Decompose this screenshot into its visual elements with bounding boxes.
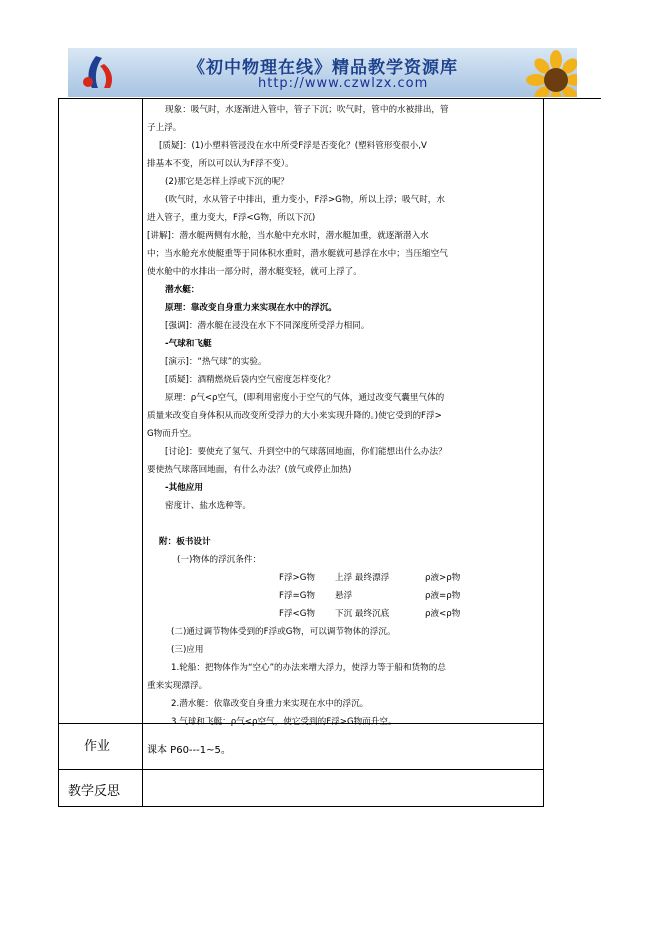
text-line: 要使热气球落回地面，有什么办法？(放气或停止加热): [147, 465, 352, 475]
reflection-label: 教学反思: [68, 784, 121, 799]
text-line: 密度计、盐水选种等。: [165, 501, 251, 511]
condition-row: [147, 587, 537, 605]
banner-url[interactable]: http://www.czwlzx.com: [258, 76, 429, 91]
condition-row: [147, 605, 537, 623]
text-line: G物而升空。: [147, 429, 197, 439]
text-line: [质疑]：酒精燃烧后袋内空气密度怎样变化？: [165, 375, 335, 385]
banner-title: 《初中物理在线》精品教学资源库: [188, 58, 458, 78]
text-line: (吹气时，水从管子中排出，重力变小，F浮>G物，所以上浮；吸气时，水: [165, 195, 445, 205]
condition-density: ρ液<ρ物: [425, 609, 461, 619]
text-line: (三)应用: [171, 645, 204, 655]
text-line: 3.气球和飞艇：ρ气<ρ空气，使它受到的F浮>G物而升空。: [171, 717, 397, 727]
section-heading: 潜水艇：: [165, 285, 200, 295]
text-line: 重来实现漂浮。: [147, 681, 208, 691]
text-line: 2.潜水艇：依靠改变自身重力来实现在水中的浮沉。: [171, 699, 369, 709]
condition-state: 悬浮: [335, 591, 353, 601]
site-banner: [68, 48, 577, 97]
condition-state: 下沉 最终沉底: [335, 609, 390, 619]
sunflower-icon: [526, 50, 577, 97]
text-line: [质疑]：(1)小塑料管浸没在水中所受F浮是否变化？(塑料管形变很小,V: [159, 141, 427, 151]
condition-force: F浮<G物: [279, 609, 315, 619]
text-line: [强调]：潜水艇在浸没在水下不同深度所受浮力相同。: [165, 321, 370, 331]
text-line: (一)物体的浮沉条件：: [177, 555, 262, 565]
text-line: 进入管子，重力变大，F浮<G物，所以下沉): [147, 213, 316, 223]
text-line: 原理：靠改变自身重力来实现在水中的浮沉。: [165, 303, 337, 313]
section-heading: -气球和飞艇: [165, 339, 212, 349]
condition-force: F浮>G物: [279, 573, 315, 583]
text-line: [讨论]：要使充了氢气、升到空中的气球落回地面，你们能想出什么办法？: [165, 447, 447, 457]
condition-state: 上浮 最终漂浮: [335, 573, 390, 583]
text-line: [讲解]：潜水艇两侧有水舱，当水舱中充水时，潜水艇加重，就逐渐潜入水: [147, 231, 429, 241]
text-line: 排基本不变，所以可以认为F浮不变）。: [147, 159, 294, 169]
blank-line: [147, 515, 537, 533]
text-line: [演示]：“热气球”的实验。: [165, 357, 267, 367]
text-line: 原理：ρ气<ρ空气，(即利用密度小于空气的气体，通过改变气囊里气体的: [165, 393, 445, 403]
lesson-content: [147, 101, 537, 731]
text-line: 使水舱中的水排出一部分时，潜水艇变轻，就可上浮了。: [147, 267, 362, 277]
column-divider: [142, 98, 143, 807]
text-line: 中；当水舱充水使艇重等于同体积水重时，潜水艇就可悬浮在水中；当压缩空气: [147, 249, 448, 259]
text-line: 质量来改变自身体积从而改变所受浮力的大小来实现升降的。)使它受到的F浮>: [147, 411, 442, 421]
text-line: 子上浮。: [147, 123, 182, 133]
homework-text: 课本 P60---1~5。: [147, 745, 231, 756]
text-line: 现象：吸气时，水逐渐进入管中，管子下沉；吹气时，管中的水被排出，管: [165, 105, 449, 115]
text-line: 1.轮船：把物体作为“空心”的办法来增大浮力，使浮力等于船和货物的总: [171, 663, 446, 673]
condition-density: ρ液>ρ物: [425, 573, 461, 583]
section-heading: 附：板书设计: [159, 537, 211, 547]
condition-row: [147, 569, 537, 587]
logo-icon: [78, 52, 118, 92]
text-line: (2)那它是怎样上浮或下沉的呢？: [165, 177, 289, 187]
condition-force: F浮=G物: [279, 591, 315, 601]
condition-density: ρ液=ρ物: [425, 591, 461, 601]
text-line: (二)通过调节物体受到的F浮或G物，可以调节物体的浮沉。: [171, 627, 396, 637]
row-divider: [58, 769, 543, 770]
homework-label: 作业: [84, 739, 111, 754]
section-heading: -其他应用: [165, 483, 203, 493]
